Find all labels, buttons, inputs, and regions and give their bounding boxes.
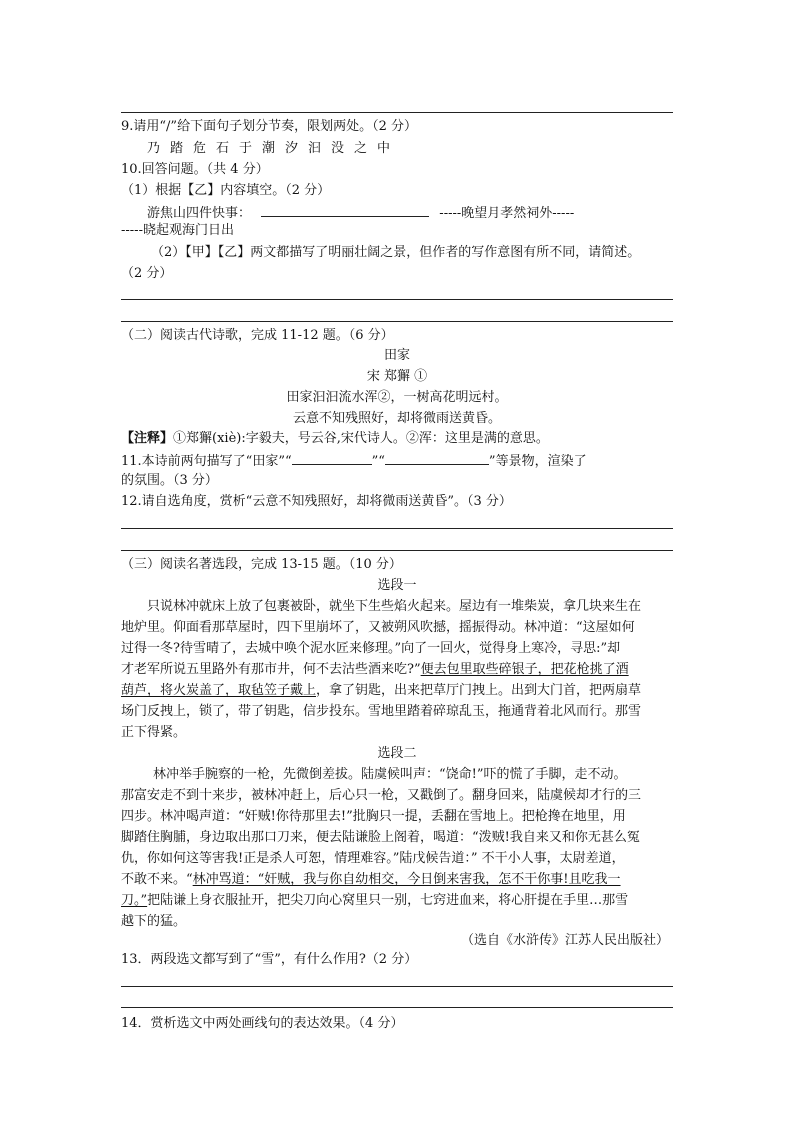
- q11-text-a: 11.本诗前两句描写了“田家”“: [121, 454, 292, 469]
- part2-title: 选段二: [377, 746, 417, 761]
- note-label: 【注释】: [121, 431, 174, 446]
- q10-answer-blank[interactable]: [261, 202, 429, 217]
- passage2-line-7: [121, 891, 673, 911]
- passage2-line-5: 仇，你如何这等害我!正是杀人可恕，情理难容。”陆戊候告道：” 不干小人事，太尉差道，: [121, 851, 625, 866]
- q11-row: [121, 450, 673, 472]
- section2-heading: （二）阅读古代诗歌，完成 11-12 题。（6 分）: [121, 328, 394, 343]
- q10-sub2-score: （2 分）: [121, 266, 173, 281]
- q13-prompt: 13．两段选文都写到了“雪”，有什么作用?（2 分）: [121, 952, 418, 967]
- poem-note: [121, 429, 673, 449]
- q10-fill-tail: -----晚望月孝然祠外-----: [439, 206, 575, 221]
- passage1-line-5-text: ，拿了钥匙，出来把草厅门拽上。出到大门首，把两扇草: [316, 683, 642, 698]
- answer-line-q10a[interactable]: [121, 299, 673, 300]
- passage2-line-6-text: 不敢不来。“: [121, 872, 193, 887]
- passage2-line-3: 四步。林冲喝声道：“奸贼!你待那里去!”批胸只一提，丢翻在雪地上。把枪搀在地里，用: [121, 809, 626, 824]
- passage2-line-4: 脚踏住胸脯，身边取出那口刀来，便去陆谦脸上阁着，喝道：“泼贼!我自来又和你无甚么冤: [121, 830, 640, 845]
- underlined-sentence-2b: 刀。”: [121, 893, 148, 908]
- passage1-line-7: 正下得紧。: [121, 725, 187, 740]
- q11-text-c: ”等景物，渲染了: [488, 454, 587, 469]
- passage1-line-2: 地炉里。仰面看那草屋时，四下里崩坏了，又被朔风吹撼，摇振得动。林冲道：“这屋如何: [121, 620, 635, 635]
- part1-title: 选段一: [377, 578, 417, 593]
- source-citation: （选自《水浒传》江苏人民出版社）: [460, 933, 669, 948]
- q11-blank-2[interactable]: [385, 450, 489, 465]
- passage2-line-1: 林冲举手腕察的一枪，先微倒差拔。陆虞候叫声：“饶命!”吓的慌了手脚，走不动。: [153, 767, 627, 782]
- q14-prompt: 14．赏析选文中两处画线句的表达效果。（4 分）: [121, 1016, 404, 1031]
- q10-fill-cont: -----晓起观海门日出: [121, 223, 234, 238]
- q9-prompt: 9.请用“/”给下面句子划分节奏，限划两处。（2 分）: [121, 119, 417, 134]
- underlined-sentence-1a: 便去包里取些碎银子，把花枪挑了酒: [420, 662, 629, 677]
- passage1-line-4-text: 才老军所说五里路外有那市井，何不去沽些酒来吃?”: [121, 662, 421, 677]
- passage2-line-8: 越下的猛。: [121, 914, 187, 929]
- answer-line-q13b[interactable]: [121, 1007, 673, 1008]
- poem-author: 宋 郑獬 ①: [366, 369, 428, 384]
- passage1-line-3: 过得一冬?待雪晴了，去城中唤个泥水匠来修理。”向了一回火，觉得身上寒冷，寻思:”却: [121, 641, 621, 656]
- answer-line-q10b[interactable]: [121, 321, 673, 322]
- passage2-line-2: 那富安走不到十来步，被林冲赶上，后心只一枪，又戳倒了。翻身回来，陆虞候却才行的三: [121, 788, 642, 803]
- q11-cont: 的氛围。（3 分）: [121, 473, 218, 488]
- poem-line-2: 云意不知残照好，却将微雨送黄昏。: [292, 411, 501, 426]
- passage2-line-7-text: 把陆谦上身衣服扯开，把尖刀向心窝里只一别，七窍进血来，将心肝提在手里…那雪: [147, 893, 629, 908]
- poem-line-1: 田家汩汩流水浑②，一树高花明远村。: [286, 390, 508, 405]
- q10-sub1: （1）根据【乙】内容填空。（2 分）: [121, 183, 331, 198]
- passage1-line-6: 场门反拽上，锁了，带了钥匙，信步投东。雪地里踏着碎琼乱玉，拖通背着北风而行。那雪: [121, 704, 642, 719]
- passage1-line-5: [121, 681, 673, 701]
- poem-title: 田家: [383, 348, 410, 363]
- answer-line-q12a[interactable]: [121, 528, 673, 529]
- q11-text-b: ”“: [371, 454, 385, 469]
- passage1-line-4: [121, 660, 673, 680]
- q10-prompt: 10.回答问题。（共 4 分）: [121, 162, 269, 177]
- q9-sentence: 乃踏危石于潮汐汩没之中: [147, 141, 401, 156]
- divider-top: [121, 112, 673, 113]
- passage2-line-6: [121, 870, 673, 890]
- underlined-sentence-2a: 林冲骂道：“奸贼，我与你自幼相交，今日倒来害我，怎不干你事!且吃我一: [192, 872, 621, 887]
- q12-prompt: 12.请自选角度，赏析“云意不知残照好，却将微雨送黄昏”。（3 分）: [121, 494, 512, 509]
- note-text: ①郑獬(xiè):字毅夫，号云谷,宋代诗人。②浑：这里是满的意思。: [173, 431, 549, 446]
- passage1-line-1: 只说林冲就床上放了包裹被卧，就坐下生些焰火起来。屋边有一堆柴炭，拿几块来生在: [147, 599, 642, 614]
- underlined-sentence-1b: 葫芦，将火炭盖了，取毡笠子戴上: [121, 683, 317, 698]
- answer-line-q12b[interactable]: [121, 550, 673, 551]
- q10-sub2: （2）【甲】【乙】两文都描写了明丽壮阔之景，但作者的写作意图有所不同，请简述。: [151, 245, 641, 260]
- answer-line-q13a[interactable]: [121, 986, 673, 987]
- section3-heading: （三）阅读名著选段，完成 13-15 题。（10 分）: [121, 557, 402, 572]
- q10-fill-label: 游焦山四件快事：: [147, 206, 252, 221]
- q11-blank-1[interactable]: [292, 450, 372, 465]
